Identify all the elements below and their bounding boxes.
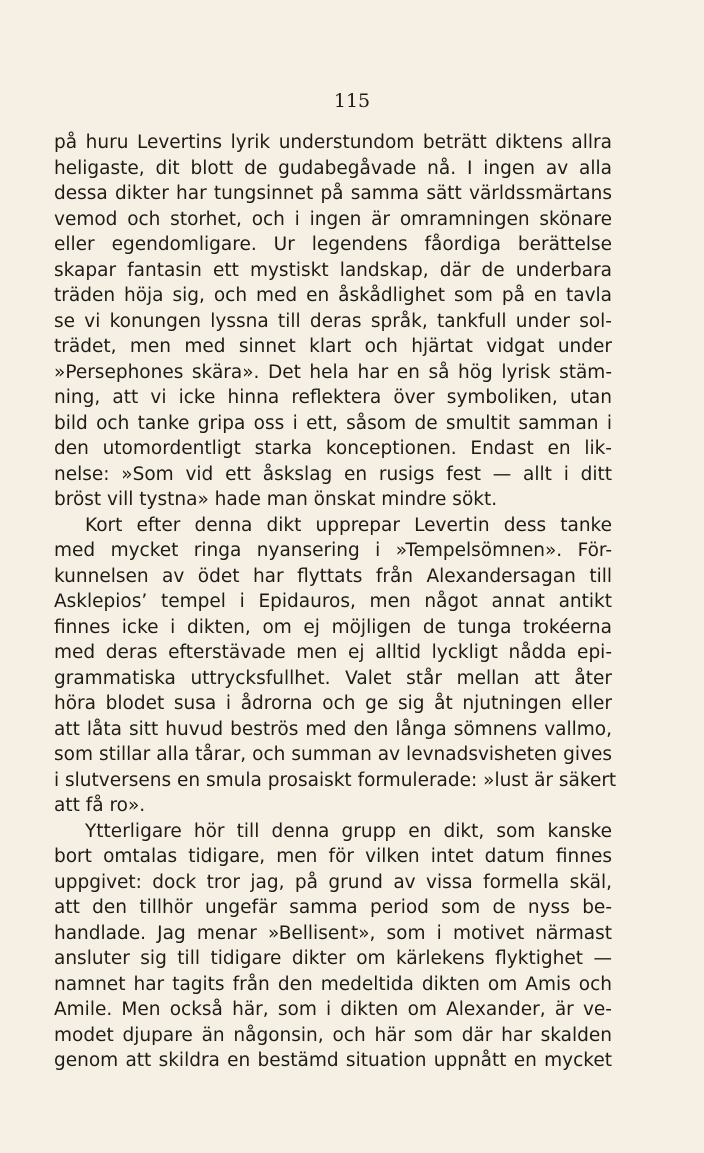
- page-number: 115: [333, 90, 371, 112]
- text-line: heligaste, dit blott de gudabegåvade nå. I ingen av alla: [54, 157, 612, 179]
- text-line: modet djupare än någonsin, och här som där har skalden: [54, 1024, 612, 1046]
- text-line: eller egendomligare. Ur legendens fåordiga berättelse: [54, 234, 612, 255]
- text-line: finnes icke i dikten, om ej möjligen de tunga trokéerna: [54, 616, 612, 638]
- text-line: grammatiska uttrycksfullhet. Valet står mellan att åter: [54, 667, 612, 689]
- text-line: i slutversens en smula prosaiskt formulerade: »lust är säkert: [54, 769, 617, 791]
- text-line: träden höja sig, och med en åskådlighet som på en tavla: [54, 285, 612, 306]
- text-line: bort omtalas tidigare, men för vilken intet datum finnes: [54, 846, 612, 867]
- text-line: Ytterligare hör till denna grupp en dikt, som kanske: [85, 820, 612, 842]
- text-line: trädet, men med sinnet klart och hjärtat vidgat under: [54, 336, 612, 357]
- text-line: skapar fantasin ett mystiskt landskap, där de underbara: [54, 259, 612, 281]
- text-line: namnet har tagits från den medeltida dikten om Amis och: [54, 973, 612, 995]
- text-line: Kort efter denna dikt upprepar Levertin dess tanke: [85, 514, 612, 536]
- text-line: Asklepios’ tempel i Epidauros, men något annat antikt: [54, 591, 612, 612]
- text-line: höra blodet susa i ådrorna och ge sig åt njutningen eller: [54, 693, 612, 714]
- text-line: med deras efterstävade men ej alltid lyckligt nådda epi-: [54, 642, 612, 663]
- text-line: med mycket ringa nyansering i »Tempelsömnen». För-: [54, 540, 612, 561]
- text-line: bild och tanke gripa oss i ett, såsom de smultit samman i: [54, 412, 612, 434]
- text-line: att få ro».: [54, 795, 146, 816]
- text-line: på huru Levertins lyrik understundom beträtt diktens allra: [54, 132, 612, 153]
- text-line: att låta sitt huvud beströs med den långa sömnens vallmo,: [54, 718, 612, 740]
- text-line: ansluter sig till tidigare dikter om kärlekens flyktighet —: [54, 948, 612, 969]
- text-line: se vi konungen lyssna till deras språk, tankfull under sol-: [54, 310, 612, 332]
- text-line: »Persephones skära». Det hela har en så hög lyrisk stäm-: [54, 361, 612, 383]
- body-text: [54, 130, 617, 1074]
- text-line: Amile. Men också här, som i dikten om Alexander, är ve-: [54, 999, 612, 1020]
- text-line: den utomordentligt starka konceptionen. Endast en lik-: [54, 438, 612, 459]
- text-line: genom att skildra en bestämd situation uppnått en mycket: [54, 1050, 612, 1071]
- text-line: bröst vill tystna» hade man önskat mindre sökt.: [54, 489, 498, 510]
- text-line: ning, att vi icke hinna reflektera över symboliken, utan: [54, 387, 612, 408]
- text-line: att den tillhör ungefär samma period som de nyss be-: [54, 897, 612, 918]
- text-line: nelse: »Som vid ett åskslag en rusigs fest — allt i ditt: [54, 463, 612, 485]
- text-line: vemod och storhet, och i ingen är omramningen skönare: [54, 208, 612, 230]
- text-line: kunnelsen av ödet har flyttats från Alexandersagan till: [54, 565, 612, 587]
- text-line: som stillar alla tårar, och summan av levnadsvisheten gives: [54, 744, 612, 765]
- text-line: uppgivet: dock tror jag, på grund av vissa formella skäl,: [54, 871, 612, 893]
- text-line: dessa dikter har tungsinnet på samma sätt världssmärtans: [54, 183, 612, 204]
- text-line: handlade. Jag menar »Bellisent», som i motivet närmast: [54, 922, 612, 944]
